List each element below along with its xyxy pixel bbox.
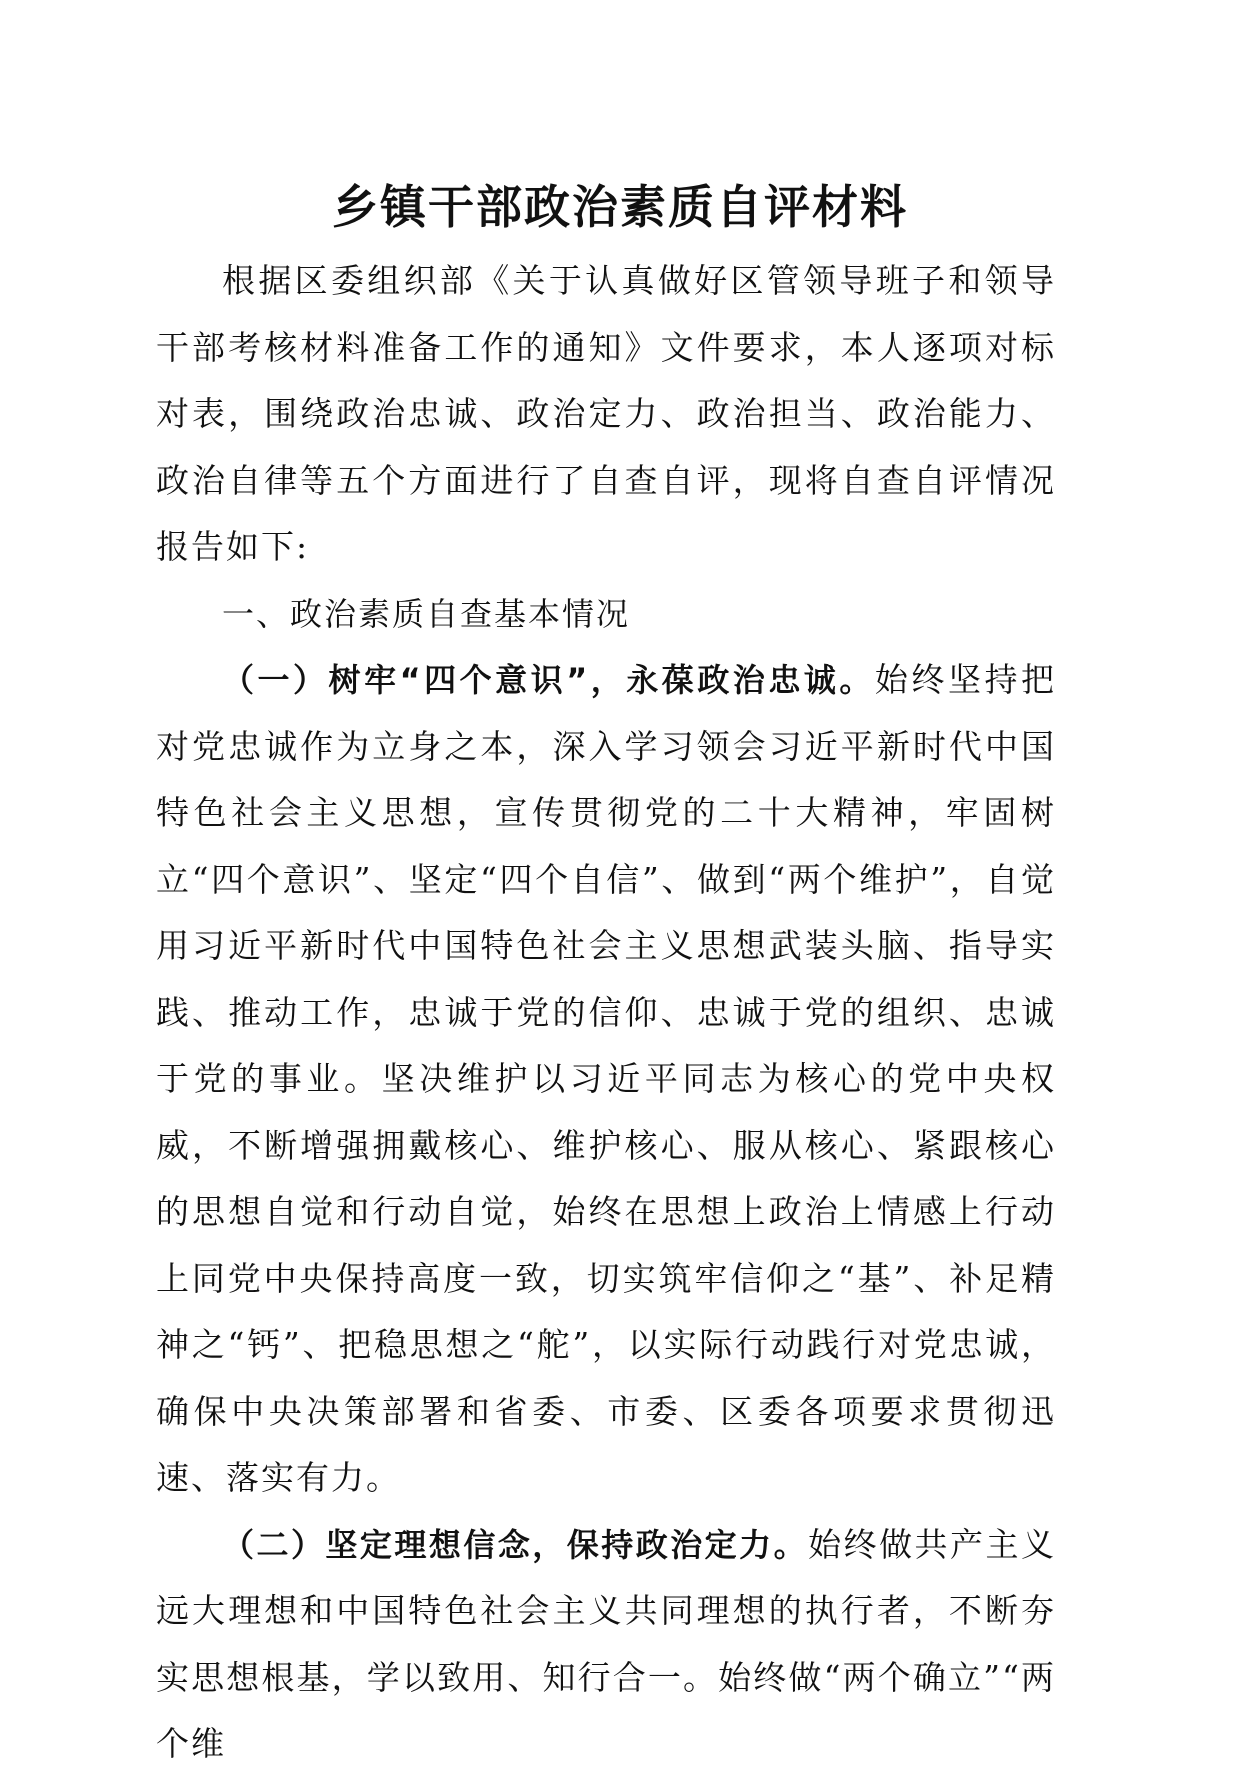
- section-1-heading: 一、政治素质自查基本情况: [222, 594, 631, 633]
- document-body: [156, 248, 1056, 1778]
- intro-paragraph: 根据区委组织部《关于认真做好区管领导班子和领导干部考核材料准备工作的通知》文件要求，本人逐项对标对表，围绕政治忠诚、政治定力、政治担当、政治能力、政治自律等五个方面进行了自查自评，现将自查自评情况报告如下:: [156, 261, 1056, 566]
- subsection-2-paragraph: [156, 1512, 1056, 1778]
- document-title: 乡镇干部政治素质自评材料: [332, 180, 908, 234]
- subsection-1-text: 始终坚持把对党忠诚作为立身之本，深入学习领会习近平新时代中国特色社会主义思想，宣传贯彻党的二十大精神，牢固树立“四个意识”、坚定“四个自信”、做到“两个维护”，自觉用习近平新时代中国特色社会主义思想武装头脑、指导实践、推动工作，忠诚于党的信仰、忠诚于党的组织、忠诚于党的事业。坚决维护以习近平同志为核心的党中央权威，不断增强拥戴核心、维护核心、服从核心、紧跟核心的思想自觉和行动自觉，始终在思想上政治上情感上行动上同党中央保持高度一致，切实筑牢信仰之“基”、补足精神之“钙”、把稳思想之“舵”，以实际行动践行对党忠诚，确保中央决策部署和省委、市委、区委各项要求贯彻迅速、落实有力。: [156, 660, 1056, 1497]
- subsection-2-lead: （二）坚定理想信念，保持政治定力。: [222, 1525, 809, 1564]
- subsection-2-text: 始终做共产主义远大理想和中国特色社会主义共同理想的执行者，不断夯实思想根基，学以致用、知行合一。始终做“两个确立”“两个维: [156, 1524, 1056, 1763]
- subsection-1-lead: （一）树牢“四个意识”，永葆政治忠诚。: [222, 661, 875, 699]
- subsection-1-paragraph: [156, 647, 1056, 1512]
